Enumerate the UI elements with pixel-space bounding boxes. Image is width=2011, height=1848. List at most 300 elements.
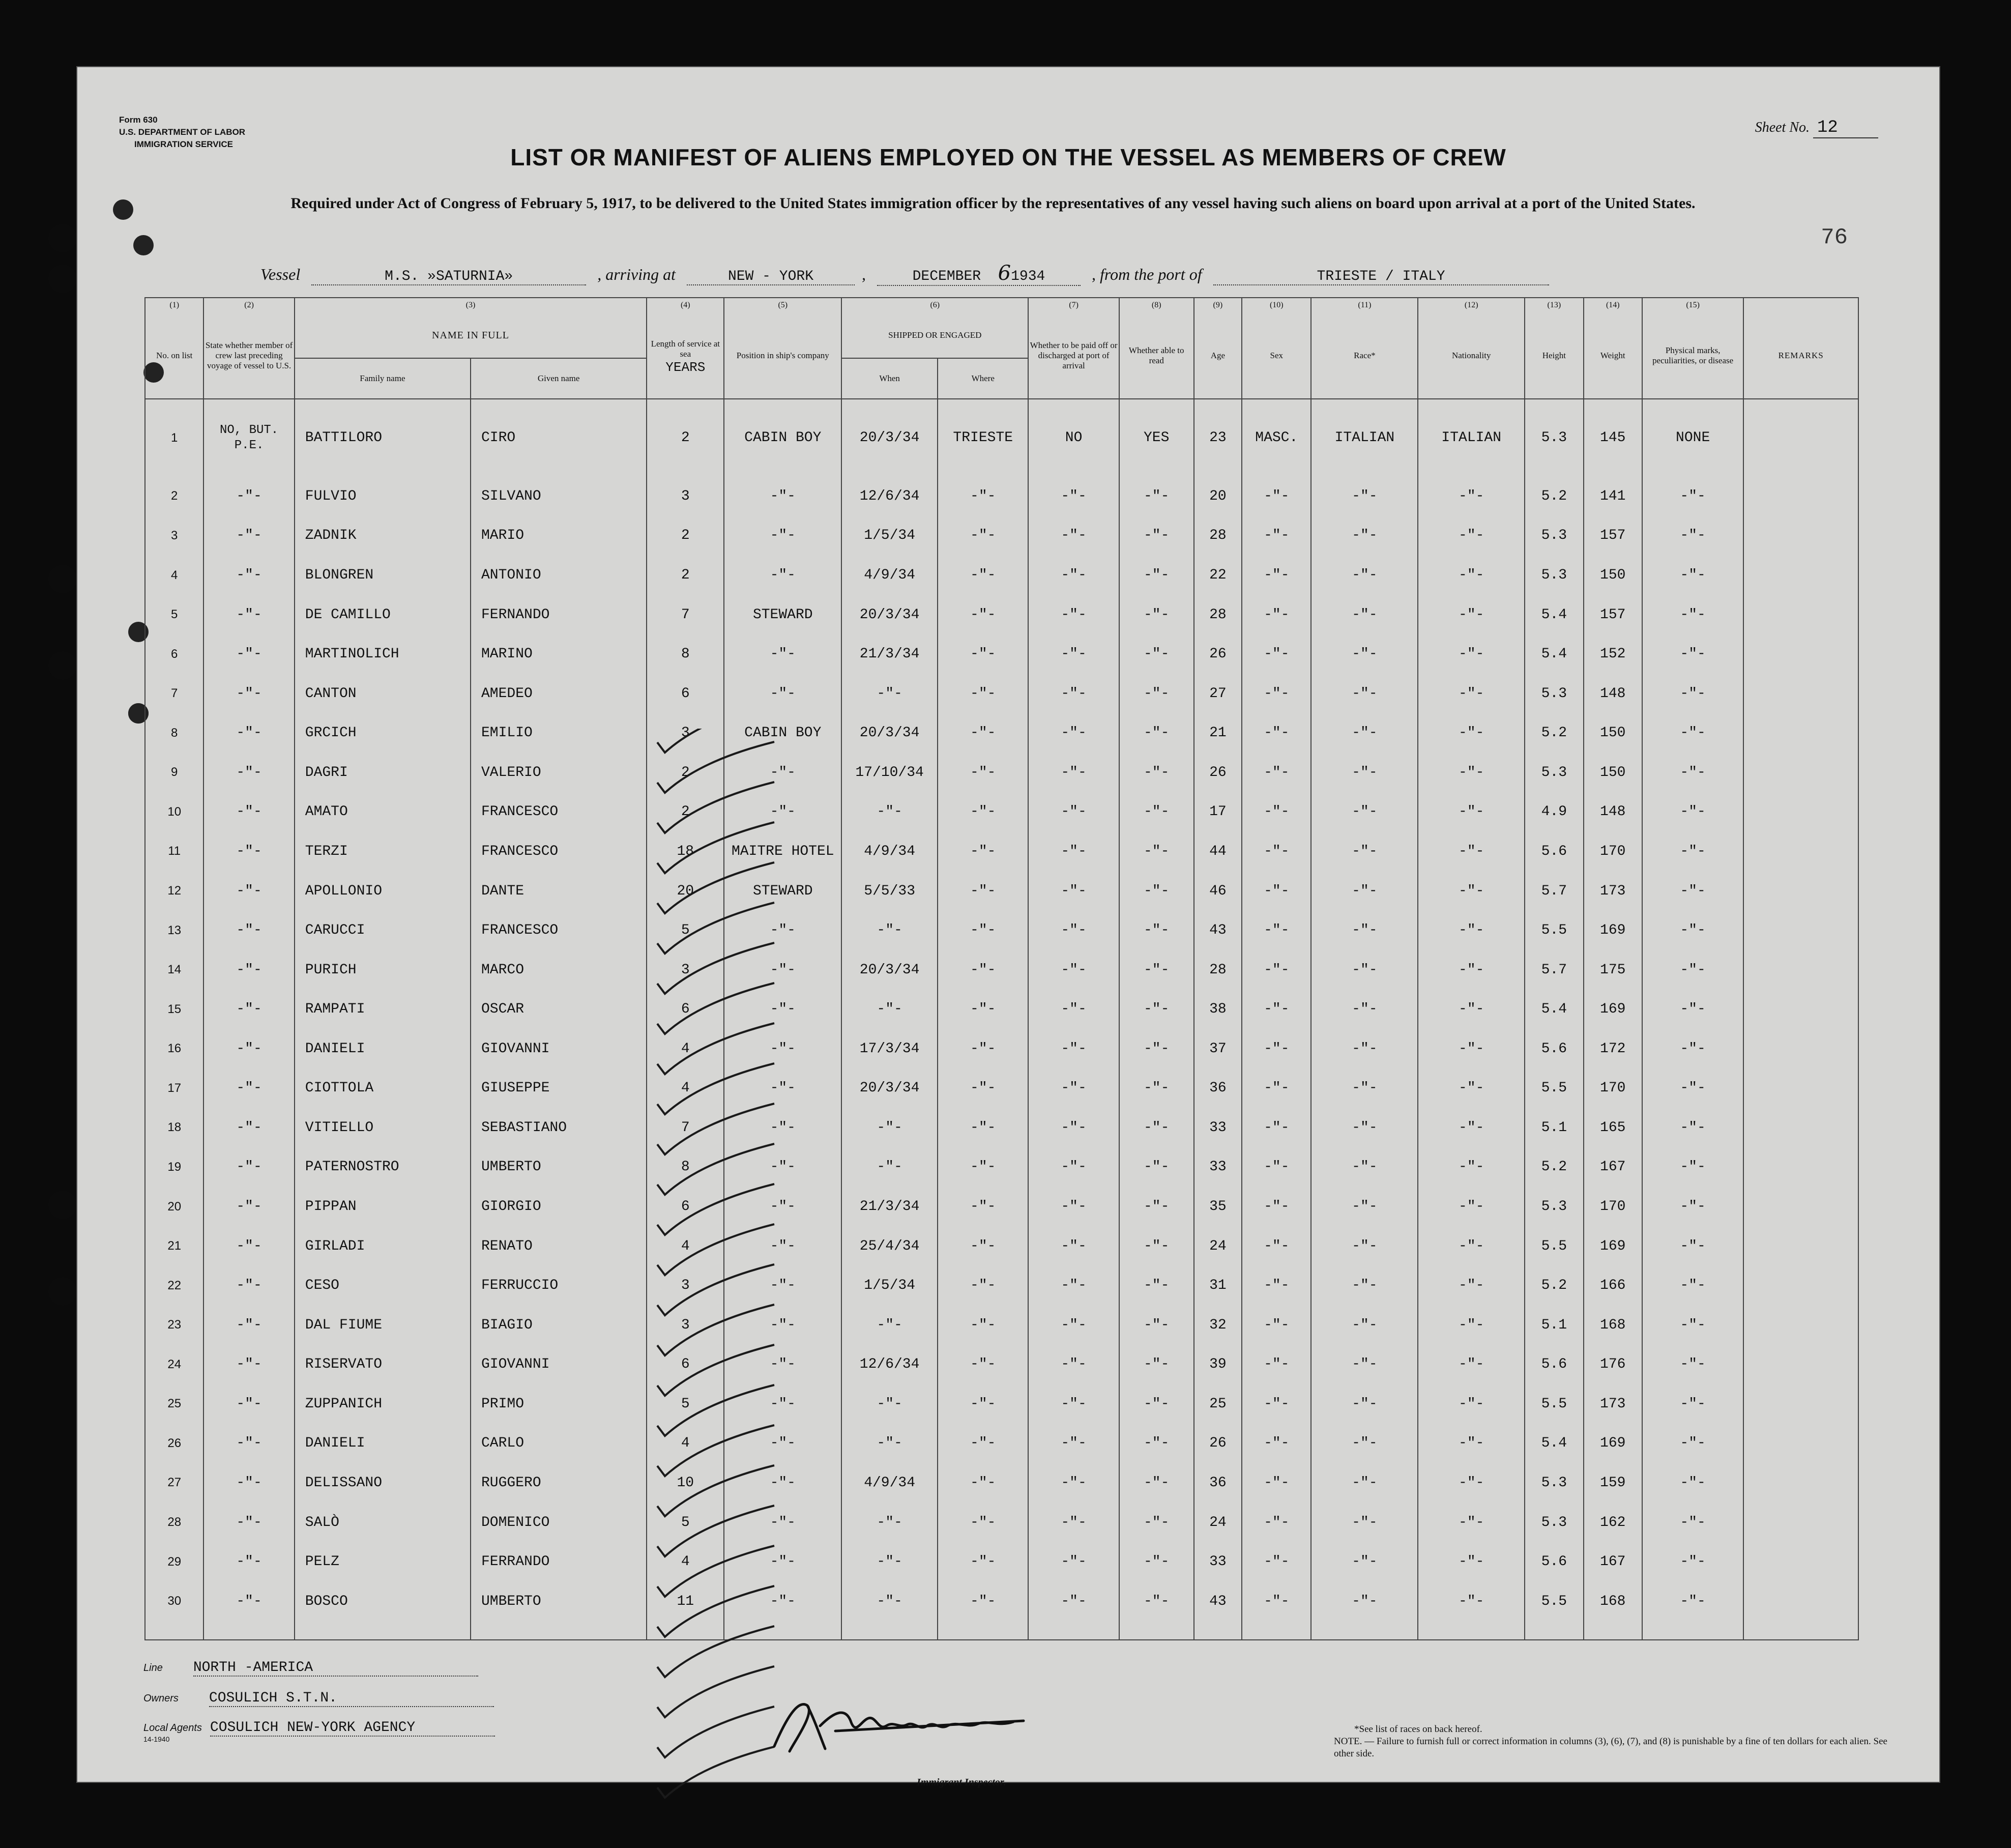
check-mark [657, 943, 774, 994]
check-mark [657, 983, 774, 1034]
cell-prev: -"- [203, 1029, 294, 1069]
cell-age: 24 [1194, 1503, 1242, 1542]
cell-nat: -"- [1418, 516, 1525, 556]
cell-given: MARINO [471, 634, 647, 674]
cell-years: 3 [647, 477, 724, 516]
cell-given: SILVANO [471, 477, 647, 516]
cell-marks: -"- [1642, 832, 1743, 872]
cell-prev: -"- [203, 1542, 294, 1582]
cell-blank [1194, 1621, 1242, 1640]
cell-height: 5.3 [1525, 399, 1583, 477]
cell-prev: -"- [203, 753, 294, 793]
cell-remarks [1743, 595, 1858, 634]
cell-prev: -"- [203, 1147, 294, 1187]
cell-paid: -"- [1028, 674, 1119, 713]
check-mark [657, 1023, 774, 1074]
cell-age: 21 [1194, 713, 1242, 753]
cell-paid: -"- [1028, 1226, 1119, 1266]
header-when: When [841, 358, 938, 399]
cell-remarks [1743, 1108, 1858, 1148]
cell-marks: -"- [1642, 595, 1743, 634]
cell-remarks [1743, 1226, 1858, 1266]
table-row [145, 1305, 1858, 1345]
cell-race: -"- [1311, 1029, 1418, 1069]
cell-years: 11 [647, 1581, 724, 1621]
cell-when: 4/9/34 [841, 832, 938, 872]
cell-family: PIPPAN [295, 1187, 471, 1227]
cell-paid: -"- [1028, 1384, 1119, 1424]
cell-remarks [1743, 1147, 1858, 1187]
header-length-service [647, 312, 724, 399]
cell-when: -"- [841, 1147, 938, 1187]
cell-nat: -"- [1418, 753, 1525, 793]
cell-age: 38 [1194, 990, 1242, 1029]
cell-weight: 169 [1584, 1424, 1642, 1463]
cell-prev: -"- [203, 674, 294, 713]
cell-marks: NONE [1642, 399, 1743, 477]
cell-sex: -"- [1242, 1542, 1311, 1582]
cell-blank [1642, 1621, 1743, 1640]
cell-age: 31 [1194, 1266, 1242, 1306]
cell-when: 17/10/34 [841, 753, 938, 793]
cell-prev: -"- [203, 1384, 294, 1424]
cell-paid: -"- [1028, 1069, 1119, 1108]
cell-remarks [1743, 1581, 1858, 1621]
cell-age: 25 [1194, 1384, 1242, 1424]
cell-where: -"- [938, 713, 1028, 753]
cell-remarks [1743, 1266, 1858, 1306]
cell-remarks [1743, 1424, 1858, 1463]
cell-weight: 173 [1584, 1384, 1642, 1424]
punch-hole [113, 199, 133, 220]
cell-paid: -"- [1028, 556, 1119, 595]
cell-where: -"- [938, 832, 1028, 872]
cell-family: TERZI [295, 832, 471, 872]
table-row [145, 595, 1858, 634]
cell-no: 20 [145, 1187, 203, 1227]
cell-position: -"- [724, 1305, 841, 1345]
binder-hole [48, 1277, 77, 1306]
cell-when: -"- [841, 1305, 938, 1345]
punch-hole [133, 235, 154, 255]
cell-read: -"- [1119, 1581, 1194, 1621]
cell-when: -"- [841, 911, 938, 950]
cell-age: 43 [1194, 911, 1242, 950]
cell-sex: -"- [1242, 634, 1311, 674]
cell-position: -"- [724, 1503, 841, 1542]
cell-prev: -"- [203, 1266, 294, 1306]
cell-no: 15 [145, 990, 203, 1029]
binder-hole [48, 651, 77, 680]
cell-marks: -"- [1642, 950, 1743, 990]
cell-paid: -"- [1028, 1542, 1119, 1582]
cell-no: 18 [145, 1108, 203, 1148]
cell-where: -"- [938, 792, 1028, 832]
cell-no: 9 [145, 753, 203, 793]
vessel-label: Vessel [260, 265, 301, 283]
cell-years: 3 [647, 950, 724, 990]
cell-given: FERRANDO [471, 1542, 647, 1582]
cell-height: 5.3 [1525, 516, 1583, 556]
cell-position: -"- [724, 950, 841, 990]
cell-read: -"- [1119, 1187, 1194, 1227]
cell-sex: -"- [1242, 595, 1311, 634]
cell-prev: -"- [203, 1226, 294, 1266]
cell-paid: -"- [1028, 990, 1119, 1029]
cell-no: 8 [145, 713, 203, 753]
table-row-blank [145, 1621, 1858, 1640]
cell-nat: -"- [1418, 911, 1525, 950]
header-state-crew: State whether member of crew last preceding voyage of vessel to U.S. [203, 312, 294, 399]
cell-race: -"- [1311, 1345, 1418, 1384]
header-position: Position in ship's company [724, 312, 841, 399]
agents-label: Local Agents [143, 1722, 202, 1734]
cell-prev: -"- [203, 990, 294, 1029]
cell-marks: -"- [1642, 1069, 1743, 1108]
cell-when: 12/6/34 [841, 1345, 938, 1384]
cell-height: 5.1 [1525, 1305, 1583, 1345]
cell-position: -"- [724, 634, 841, 674]
cell-prev: -"- [203, 832, 294, 872]
cell-marks: -"- [1642, 1384, 1743, 1424]
cell-sex: -"- [1242, 556, 1311, 595]
cell-read: -"- [1119, 1424, 1194, 1463]
arrival-port: NEW - YORK [687, 269, 855, 285]
cell-position: -"- [724, 990, 841, 1029]
cell-height: 5.2 [1525, 477, 1583, 516]
cell-where: -"- [938, 516, 1028, 556]
cell-paid: -"- [1028, 871, 1119, 911]
cell-family: CANTON [295, 674, 471, 713]
cell-years: 6 [647, 674, 724, 713]
cell-nat: -"- [1418, 1029, 1525, 1069]
cell-height: 5.5 [1525, 1581, 1583, 1621]
cell-years: 2 [647, 753, 724, 793]
cell-where: -"- [938, 595, 1028, 634]
note-text: NOTE. — Failure to furnish full or correct information in columns (3), (6), (7), and (8) is punishable by a fine of ten dollars for each alien. See other side. [1334, 1736, 1887, 1759]
cell-position: -"- [724, 674, 841, 713]
cell-position: -"- [724, 792, 841, 832]
cell-prev: -"- [203, 1305, 294, 1345]
cell-remarks [1743, 1305, 1858, 1345]
cell-sex: -"- [1242, 674, 1311, 713]
cell-weight: 169 [1584, 1226, 1642, 1266]
cell-sex: -"- [1242, 871, 1311, 911]
check-mark [657, 1465, 774, 1516]
cell-given: BIAGIO [471, 1305, 647, 1345]
cell-remarks [1743, 1029, 1858, 1069]
cell-height: 5.4 [1525, 1424, 1583, 1463]
sheet-label: Sheet No. [1755, 120, 1810, 135]
cell-height: 5.2 [1525, 1266, 1583, 1306]
cell-height: 5.6 [1525, 1345, 1583, 1384]
cell-read: -"- [1119, 516, 1194, 556]
cell-prev: -"- [203, 911, 294, 950]
arrival-year: 1934 [1011, 269, 1045, 284]
cell-marks: -"- [1642, 871, 1743, 911]
cell-prev: -"- [203, 1424, 294, 1463]
cell-read: -"- [1119, 792, 1194, 832]
cell-years: 7 [647, 595, 724, 634]
cell-nat: -"- [1418, 1069, 1525, 1108]
cell-nat: -"- [1418, 1147, 1525, 1187]
cell-height: 5.6 [1525, 1029, 1583, 1069]
table-row [145, 1029, 1858, 1069]
cell-where: -"- [938, 1542, 1028, 1582]
cell-age: 17 [1194, 792, 1242, 832]
cell-where: -"- [938, 1305, 1028, 1345]
cell-no: 13 [145, 911, 203, 950]
cell-position: -"- [724, 911, 841, 950]
cell-height: 5.5 [1525, 1226, 1583, 1266]
cell-race: -"- [1311, 911, 1418, 950]
cell-nat: -"- [1418, 1305, 1525, 1345]
cell-remarks [1743, 1345, 1858, 1384]
cell-family: PELZ [295, 1542, 471, 1582]
cell-remarks [1743, 399, 1858, 477]
col-num: (5) [724, 298, 841, 312]
cell-position: -"- [724, 1581, 841, 1621]
cell-race: -"- [1311, 1542, 1418, 1582]
cell-where: -"- [938, 1581, 1028, 1621]
cell-family: GRCICH [295, 713, 471, 753]
cell-given: UMBERTO [471, 1147, 647, 1187]
cell-blank [1028, 1621, 1119, 1640]
cell-read: -"- [1119, 634, 1194, 674]
cell-weight: 172 [1584, 1029, 1642, 1069]
cell-no: 24 [145, 1345, 203, 1384]
cell-family: APOLLONIO [295, 871, 471, 911]
cell-sex: -"- [1242, 1503, 1311, 1542]
cell-when: -"- [841, 990, 938, 1029]
cell-paid: -"- [1028, 477, 1119, 516]
check-mark [657, 1224, 774, 1275]
cell-given: DOMENICO [471, 1503, 647, 1542]
header-height: Height [1525, 312, 1583, 399]
cell-no: 28 [145, 1503, 203, 1542]
sheet-number [1755, 118, 1878, 138]
cell-no: 17 [145, 1069, 203, 1108]
length-service-label: Length of service at sea [651, 338, 720, 359]
check-mark [657, 903, 774, 954]
cell-no: 2 [145, 477, 203, 516]
cell-age: 35 [1194, 1187, 1242, 1227]
col-num: (14) [1584, 298, 1642, 312]
cell-weight: 167 [1584, 1542, 1642, 1582]
cell-age: 33 [1194, 1147, 1242, 1187]
check-mark [657, 1104, 774, 1154]
cell-marks: -"- [1642, 713, 1743, 753]
cell-years: 2 [647, 556, 724, 595]
cell-given: GIOVANNI [471, 1345, 647, 1384]
check-mark [657, 1506, 774, 1556]
cell-years: 4 [647, 1226, 724, 1266]
header-age: Age [1194, 312, 1242, 399]
crew-manifest-table [144, 297, 1859, 1640]
cell-given: MARCO [471, 950, 647, 990]
cell-read: -"- [1119, 1305, 1194, 1345]
cell-paid: -"- [1028, 832, 1119, 872]
check-mark [657, 1184, 774, 1235]
table-row [145, 1424, 1858, 1463]
cell-read: -"- [1119, 871, 1194, 911]
cell-race: -"- [1311, 516, 1418, 556]
header-where: Where [938, 358, 1028, 399]
cell-weight: 173 [1584, 871, 1642, 911]
cell-years: 8 [647, 1147, 724, 1187]
cell-race: -"- [1311, 634, 1418, 674]
cell-weight: 165 [1584, 1108, 1642, 1148]
cell-where: -"- [938, 674, 1028, 713]
cell-nat: -"- [1418, 871, 1525, 911]
table-row [145, 1384, 1858, 1424]
cell-sex: -"- [1242, 1266, 1311, 1306]
years-label: YEARS [665, 359, 706, 375]
cell-no: 21 [145, 1226, 203, 1266]
cell-where: -"- [938, 1384, 1028, 1424]
cell-when: 4/9/34 [841, 556, 938, 595]
cell-no: 16 [145, 1029, 203, 1069]
cell-marks: -"- [1642, 1108, 1743, 1148]
cell-marks: -"- [1642, 556, 1743, 595]
cell-weight: 166 [1584, 1266, 1642, 1306]
cell-no: 27 [145, 1463, 203, 1503]
cell-years: 2 [647, 399, 724, 477]
cell-given: MARIO [471, 516, 647, 556]
cell-height: 5.3 [1525, 753, 1583, 793]
cell-marks: -"- [1642, 990, 1743, 1029]
check-mark [657, 1546, 774, 1597]
cell-family: MARTINOLICH [295, 634, 471, 674]
cell-nat: -"- [1418, 1424, 1525, 1463]
cell-position: -"- [724, 1069, 841, 1108]
cell-height: 5.1 [1525, 1108, 1583, 1148]
cell-marks: -"- [1642, 1147, 1743, 1187]
cell-years: 18 [647, 832, 724, 872]
cell-position: STEWARD [724, 595, 841, 634]
cell-nat: -"- [1418, 1384, 1525, 1424]
cell-given: EMILIO [471, 713, 647, 753]
cell-weight: 170 [1584, 832, 1642, 872]
cell-blank [295, 1621, 471, 1640]
cell-position: -"- [724, 1542, 841, 1582]
cell-given: FERRUCCIO [471, 1266, 647, 1306]
table-row [145, 634, 1858, 674]
cell-where: -"- [938, 990, 1028, 1029]
cell-remarks [1743, 1542, 1858, 1582]
cell-when: 4/9/34 [841, 1463, 938, 1503]
cell-sex: -"- [1242, 1069, 1311, 1108]
cell-prev: -"- [203, 477, 294, 516]
cell-given: VALERIO [471, 753, 647, 793]
manifest-sheet [76, 66, 1940, 1788]
binder-hole [48, 1191, 77, 1219]
cell-weight: 150 [1584, 556, 1642, 595]
cell-where: TRIESTE [938, 399, 1028, 477]
cell-when: 12/6/34 [841, 477, 938, 516]
cell-race: -"- [1311, 990, 1418, 1029]
cell-age: 33 [1194, 1108, 1242, 1148]
col-num: (6) [841, 298, 1028, 312]
cell-race: -"- [1311, 713, 1418, 753]
cell-where: -"- [938, 1187, 1028, 1227]
cell-paid: -"- [1028, 1503, 1119, 1542]
cell-given: SEBASTIANO [471, 1108, 647, 1148]
cell-paid: -"- [1028, 792, 1119, 832]
cell-no: 30 [145, 1581, 203, 1621]
cell-weight: 141 [1584, 477, 1642, 516]
table-row [145, 1345, 1858, 1384]
table-row [145, 1108, 1858, 1148]
cell-given: FRANCESCO [471, 832, 647, 872]
cell-weight: 170 [1584, 1069, 1642, 1108]
cell-race: -"- [1311, 1069, 1418, 1108]
cell-remarks [1743, 753, 1858, 793]
cell-given: CIRO [471, 399, 647, 477]
cell-blank [1418, 1621, 1525, 1640]
cell-remarks [1743, 634, 1858, 674]
binder-hole [48, 265, 77, 293]
line-row [143, 1660, 478, 1677]
cell-height: 5.2 [1525, 713, 1583, 753]
col-num: (4) [647, 298, 724, 312]
cell-race: -"- [1311, 674, 1418, 713]
cell-age: 26 [1194, 753, 1242, 793]
table-row [145, 753, 1858, 793]
cell-when: 20/3/34 [841, 399, 938, 477]
header-shipped-engaged: SHIPPED OR ENGAGED [841, 312, 1028, 358]
cell-race: -"- [1311, 1226, 1418, 1266]
cell-race: -"- [1311, 1424, 1418, 1463]
cell-paid: -"- [1028, 1305, 1119, 1345]
cell-blank [203, 1621, 294, 1640]
cell-marks: -"- [1642, 1266, 1743, 1306]
header-paid-off: Whether to be paid off or discharged at port of arrival [1028, 312, 1119, 399]
cell-when: -"- [841, 1581, 938, 1621]
cell-position: -"- [724, 1384, 841, 1424]
col-num: (9) [1194, 298, 1242, 312]
cell-read: -"- [1119, 950, 1194, 990]
cell-weight: 170 [1584, 1187, 1642, 1227]
cell-when: -"- [841, 792, 938, 832]
cell-family: BLONGREN [295, 556, 471, 595]
cell-years: 6 [647, 1345, 724, 1384]
cell-where: -"- [938, 911, 1028, 950]
check-mark [657, 1305, 774, 1355]
cell-read: -"- [1119, 1266, 1194, 1306]
cell-no: 1 [145, 399, 203, 477]
cell-years: 4 [647, 1029, 724, 1069]
cell-nat: -"- [1418, 595, 1525, 634]
cell-weight: 150 [1584, 713, 1642, 753]
cell-family: DELISSANO [295, 1463, 471, 1503]
cell-height: 5.3 [1525, 674, 1583, 713]
cell-read: YES [1119, 399, 1194, 477]
cell-years: 4 [647, 1542, 724, 1582]
col-num: (2) [203, 298, 294, 312]
cell-given: GIOVANNI [471, 1029, 647, 1069]
cell-prev: -"- [203, 713, 294, 753]
header-remarks: REMARKS [1743, 312, 1858, 399]
cell-race: -"- [1311, 477, 1418, 516]
cell-race: -"- [1311, 871, 1418, 911]
cell-weight: 162 [1584, 1503, 1642, 1542]
cell-given: AMEDEO [471, 674, 647, 713]
cell-prev: -"- [203, 516, 294, 556]
cell-position: -"- [724, 1424, 841, 1463]
cell-position: MAITRE HOTEL [724, 832, 841, 872]
arrival-month: DECEMBER [912, 269, 981, 284]
